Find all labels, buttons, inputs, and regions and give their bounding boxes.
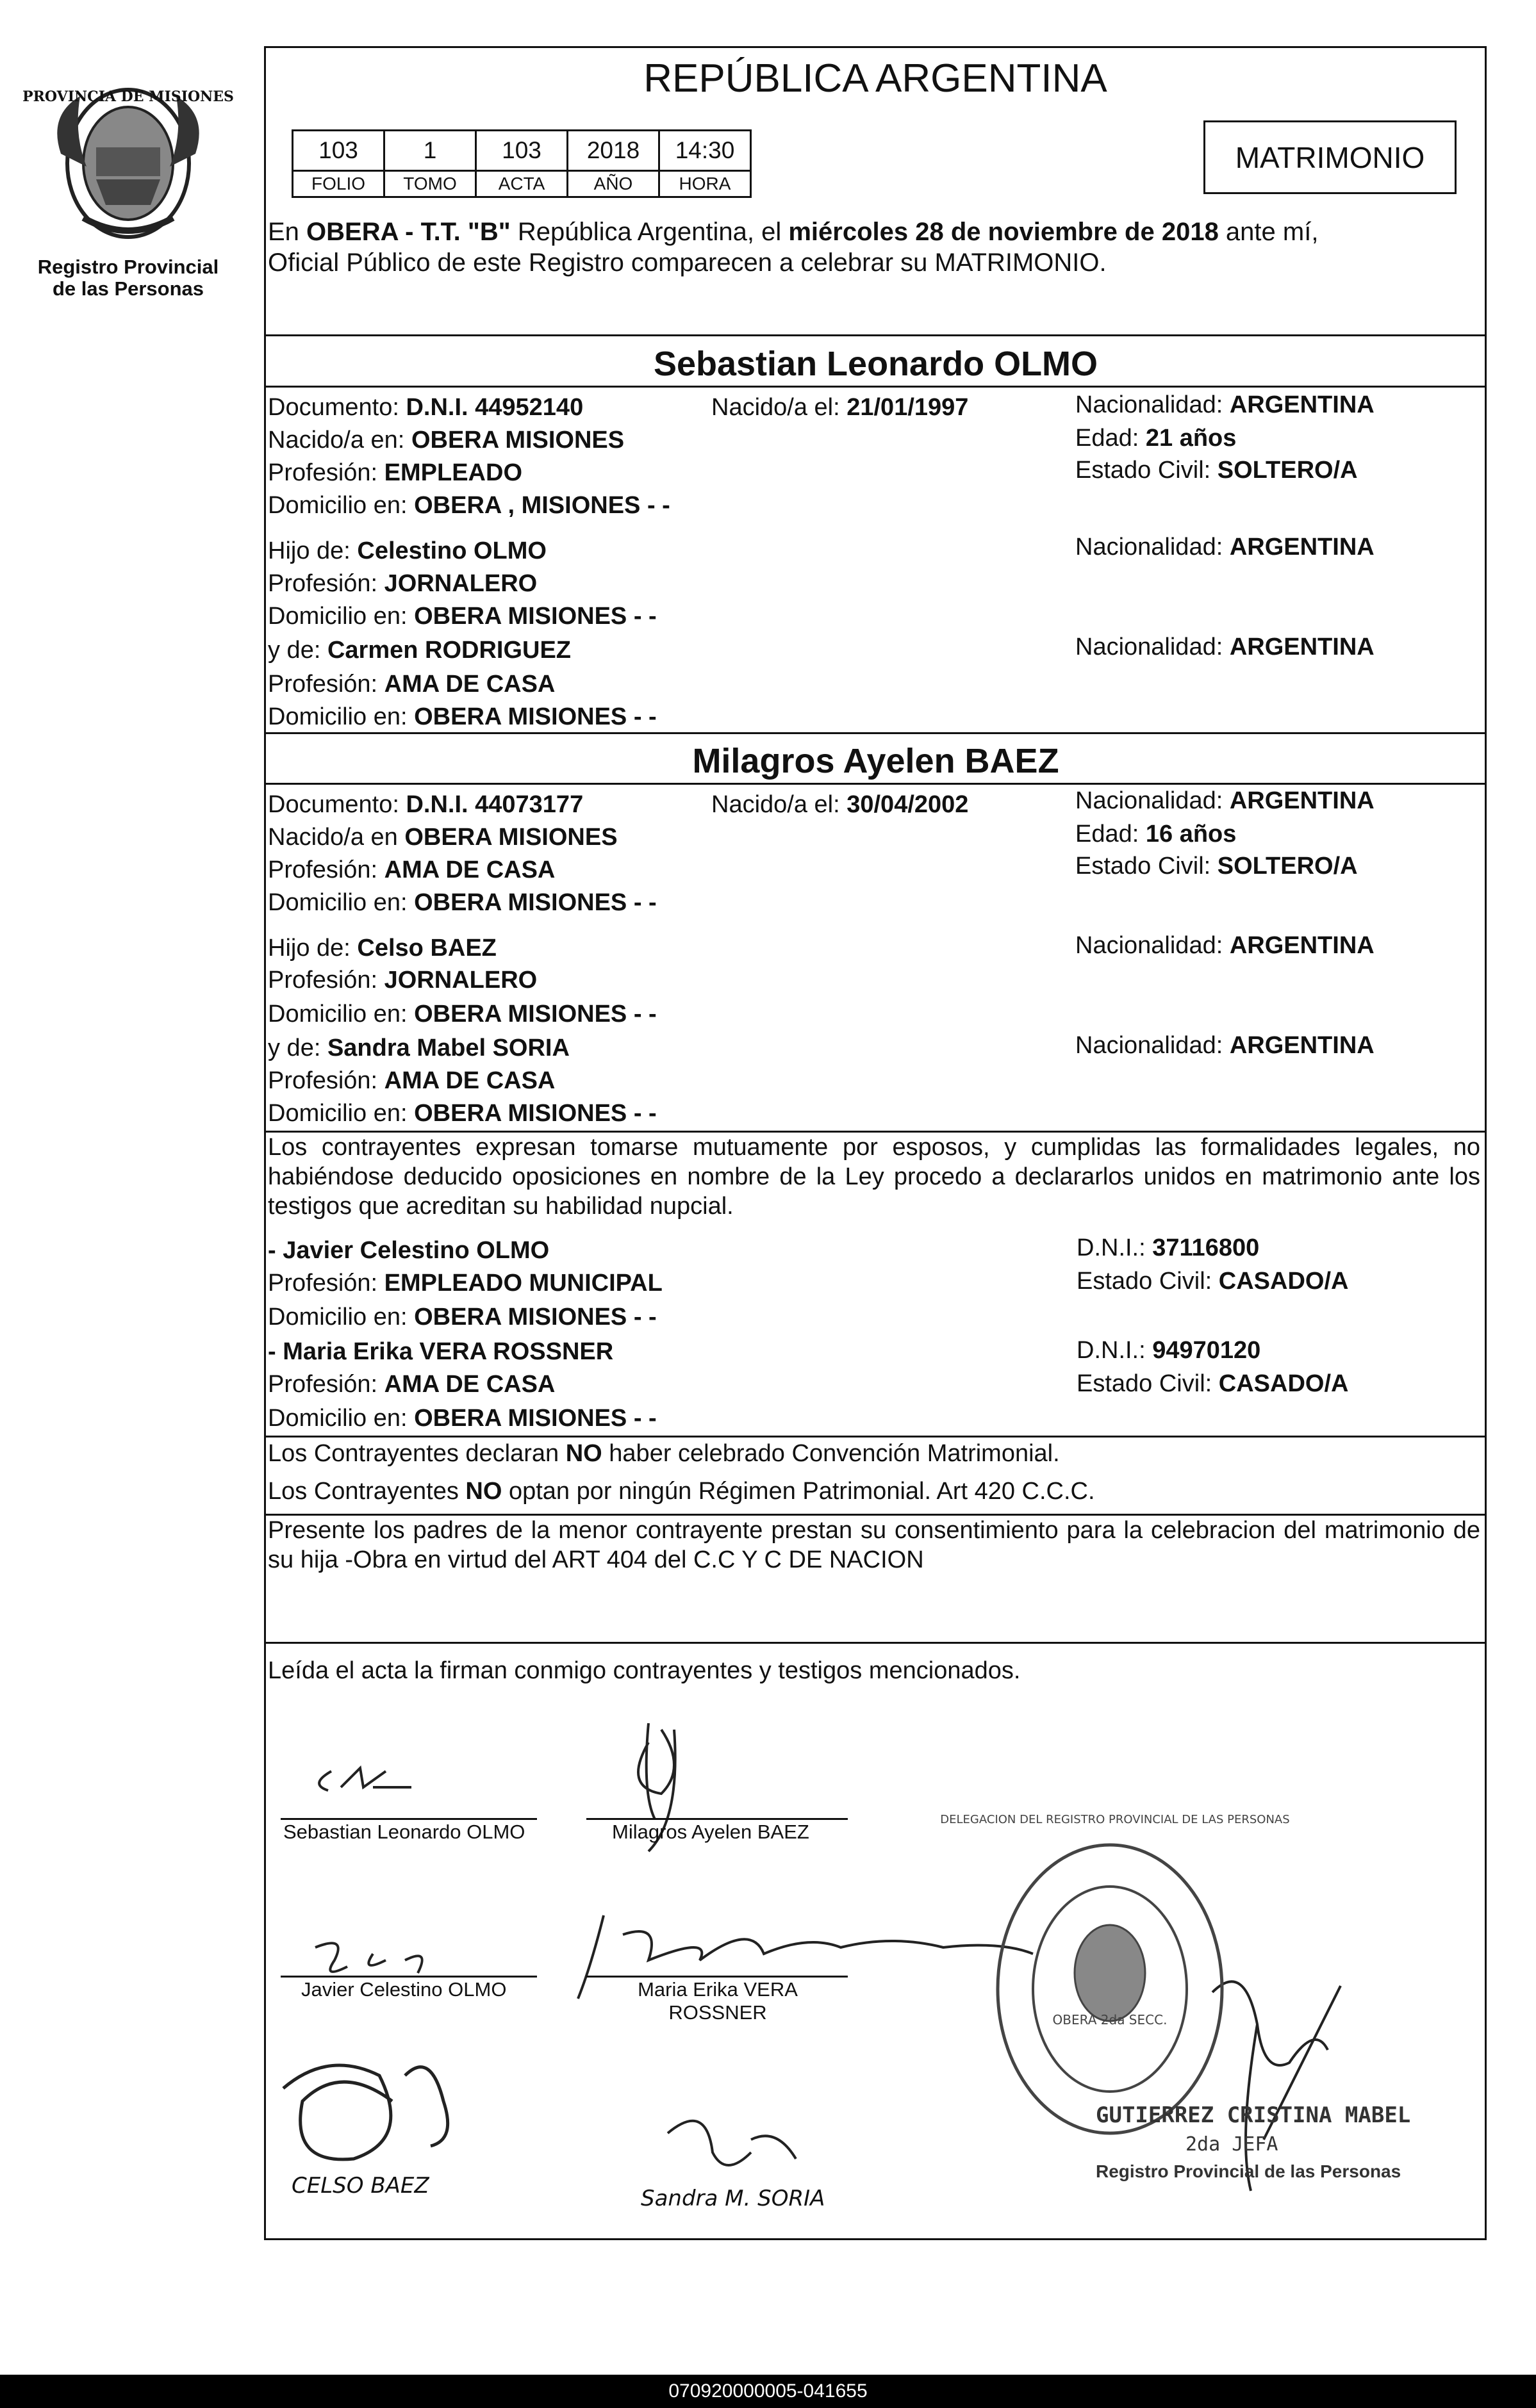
party2-profesion: Profesión: AMA DE CASA — [268, 856, 556, 883]
party2-nacido-el: Nacido/a el: 30/04/2002 — [711, 791, 969, 818]
party1-mother-nacionalidad: Nacionalidad: ARGENTINA — [1075, 634, 1375, 660]
divider — [266, 732, 1485, 734]
party1-name: Sebastian Leonardo OLMO — [653, 345, 1098, 383]
party1-nacido-el: Nacido/a el: 21/01/1997 — [711, 394, 969, 421]
signature-line — [281, 1976, 537, 1978]
consent-text: Presente los padres de la menor contrayente prestan su consentimiento para la celebracion del matrimonio de su hija -Obra en virtud del ART 404 del C.C Y C DE NACION — [268, 1517, 1480, 1573]
party1-domicilio: Domicilio en: OBERA , MISIONES - - — [268, 492, 670, 519]
hora-label: HORA — [659, 171, 751, 197]
witness2-estado-civil: Estado Civil: CASADO/A — [1077, 1370, 1349, 1397]
anio-value: 2018 — [568, 131, 659, 171]
party2-nacido-en: Nacido/a en OBERA MISIONES — [268, 824, 618, 851]
divider — [266, 1436, 1485, 1437]
party1-nacionalidad: Nacionalidad: ARGENTINA — [1075, 391, 1375, 418]
tomo-value: 1 — [384, 131, 476, 171]
party2-father-domicilio: Domicilio en: OBERA MISIONES - - — [268, 1001, 657, 1028]
divider — [266, 334, 1485, 336]
page-title: REPÚBLICA ARGENTINA — [643, 56, 1107, 101]
signature-javier — [315, 1943, 422, 1973]
registry-table — [292, 129, 752, 198]
official-name: GUTIERREZ CRISTINA MABEL — [1096, 2102, 1411, 2128]
witness1-name: - Javier Celestino OLMO — [268, 1237, 550, 1264]
signature-sandra — [668, 2121, 796, 2165]
intro-mid: República Argentina, el — [510, 218, 789, 246]
party2-mother-profesion: Profesión: AMA DE CASA — [268, 1067, 556, 1094]
acta-label: ACTA — [476, 171, 568, 197]
witness1-estado-civil: Estado Civil: CASADO/A — [1077, 1268, 1349, 1295]
party2-estado-civil: Estado Civil: SOLTERO/A — [1075, 853, 1358, 880]
witness2-domicilio: Domicilio en: OBERA MISIONES - - — [268, 1405, 657, 1432]
party1-mother-domicilio: Domicilio en: OBERA MISIONES - - — [268, 703, 657, 730]
party2-father: Hijo de: Celso BAEZ — [268, 935, 497, 962]
intro-line2: Oficial Público de este Registro comparecen a celebrar su MATRIMONIO. — [268, 249, 1107, 277]
party1-father-nacionalidad: Nacionalidad: ARGENTINA — [1075, 534, 1375, 561]
party1-documento: Documento: D.N.I. 44952140 — [268, 394, 584, 421]
divider — [266, 386, 1485, 388]
seal-text: PROVINCIA DE MISIONES — [22, 88, 234, 105]
acta-value: 103 — [476, 131, 568, 171]
hora-value: 14:30 — [659, 131, 751, 171]
document-type-box: MATRIMONIO — [1203, 120, 1457, 194]
signature-line — [586, 1818, 848, 1820]
signature-line — [586, 1976, 848, 1978]
witness1-domicilio: Domicilio en: OBERA MISIONES - - — [268, 1304, 657, 1331]
signature-caption-maria: Maria Erika VERA ROSSNER — [638, 1978, 798, 2024]
party1-father-profesion: Profesión: JORNALERO — [268, 570, 538, 597]
signature-caption-milagros: Milagros Ayelen BAEZ — [612, 1821, 809, 1843]
party1-estado-civil: Estado Civil: SOLTERO/A — [1075, 457, 1358, 484]
party2-documento: Documento: D.N.I. 44073177 — [268, 791, 584, 818]
provincia-misiones-seal — [22, 77, 234, 250]
official-office: Registro Provincial de las Personas — [1096, 2161, 1401, 2181]
closing-text: Leída el acta la firman conmigo contrayentes y testigos mencionados. — [268, 1657, 1021, 1684]
witness1-profesion: Profesión: EMPLEADO MUNICIPAL — [268, 1270, 663, 1297]
divider — [266, 1642, 1485, 1644]
footer-barcode-text: 070920000005-041655 — [0, 2375, 1536, 2408]
party2-nacionalidad: Nacionalidad: ARGENTINA — [1075, 787, 1375, 814]
signature-celso — [283, 2065, 448, 2159]
party2-mother: y de: Sandra Mabel SORIA — [268, 1035, 570, 1061]
witness2-name: - Maria Erika VERA ROSSNER — [268, 1338, 614, 1365]
seal-caption — [26, 256, 231, 300]
regime-line2: Los Contrayentes NO optan por ningún Régimen Patrimonial. Art 420 C.C.C. — [268, 1478, 1095, 1505]
signature-line — [281, 1818, 537, 1820]
party1-mother-profesion: Profesión: AMA DE CASA — [268, 671, 556, 698]
intro-date: miércoles 28 de noviembre de 2018 — [788, 218, 1219, 246]
intro-place: OBERA - T.T. "B" — [306, 218, 511, 246]
handwritten-celso: CELSO BAEZ — [292, 2173, 429, 2199]
official-title: 2da JEFA — [1185, 2133, 1278, 2156]
party1-father: Hijo de: Celestino OLMO — [268, 537, 547, 564]
folio-label: FOLIO — [293, 171, 384, 197]
party2-domicilio: Domicilio en: OBERA MISIONES - - — [268, 889, 657, 916]
intro-line1 — [268, 218, 1318, 246]
party1-profesion: Profesión: EMPLEADO — [268, 459, 523, 486]
anio-label: AÑO — [568, 171, 659, 197]
witness1-dni: D.N.I.: 37116800 — [1077, 1234, 1260, 1261]
party1-father-domicilio: Domicilio en: OBERA MISIONES - - — [268, 603, 657, 630]
seal-caption-line1: Registro Provincial — [37, 256, 219, 278]
party2-edad: Edad: 16 años — [1075, 821, 1237, 848]
stamp-ring-text: DELEGACION DEL REGISTRO PROVINCIAL DE LAS PERSONAS — [940, 1813, 1290, 1826]
signature-caption-javier: Javier Celestino OLMO — [301, 1978, 507, 2001]
declaration-text: Los contrayentes expresan tomarse mutuamente por esposos, y cumplidas las formalidades legales, no habiéndose deducido oposiciones en nombre de la Ley procedo a declararlos unidos en matrimonio ante los testigos que acreditan su habilidad nupcial. — [268, 1134, 1480, 1220]
party2-name: Milagros Ayelen BAEZ — [692, 742, 1059, 780]
handwritten-sandra: Sandra M. SORIA — [641, 2186, 825, 2211]
signature-sebastian — [319, 1768, 411, 1790]
folio-value: 103 — [293, 131, 384, 171]
witness2-profesion: Profesión: AMA DE CASA — [268, 1371, 556, 1398]
party1-edad: Edad: 21 años — [1075, 425, 1237, 452]
party2-mother-nacionalidad: Nacionalidad: ARGENTINA — [1075, 1032, 1375, 1059]
party1-mother: y de: Carmen RODRIGUEZ — [268, 637, 572, 664]
signature-caption-sebastian: Sebastian Leonardo OLMO — [283, 1821, 525, 1843]
party1-nacido-en: Nacido/a en: OBERA MISIONES — [268, 427, 625, 454]
witness2-dni: D.N.I.: 94970120 — [1077, 1337, 1261, 1364]
seal-caption-line2: de las Personas — [52, 277, 204, 300]
intro-prefix: En — [268, 218, 307, 246]
party2-mother-domicilio: Domicilio en: OBERA MISIONES - - — [268, 1100, 657, 1127]
party2-father-nacionalidad: Nacionalidad: ARGENTINA — [1075, 932, 1375, 959]
party2-father-profesion: Profesión: JORNALERO — [268, 967, 538, 994]
stamp-inner-text: OBERA 2da SECC. — [1052, 2012, 1168, 2027]
intro-suffix: ante mí, — [1218, 218, 1319, 246]
divider — [266, 783, 1485, 785]
tomo-label: TOMO — [384, 171, 476, 197]
regime-line1: Los Contrayentes declaran NO haber celebrado Convención Matrimonial. — [268, 1440, 1060, 1467]
